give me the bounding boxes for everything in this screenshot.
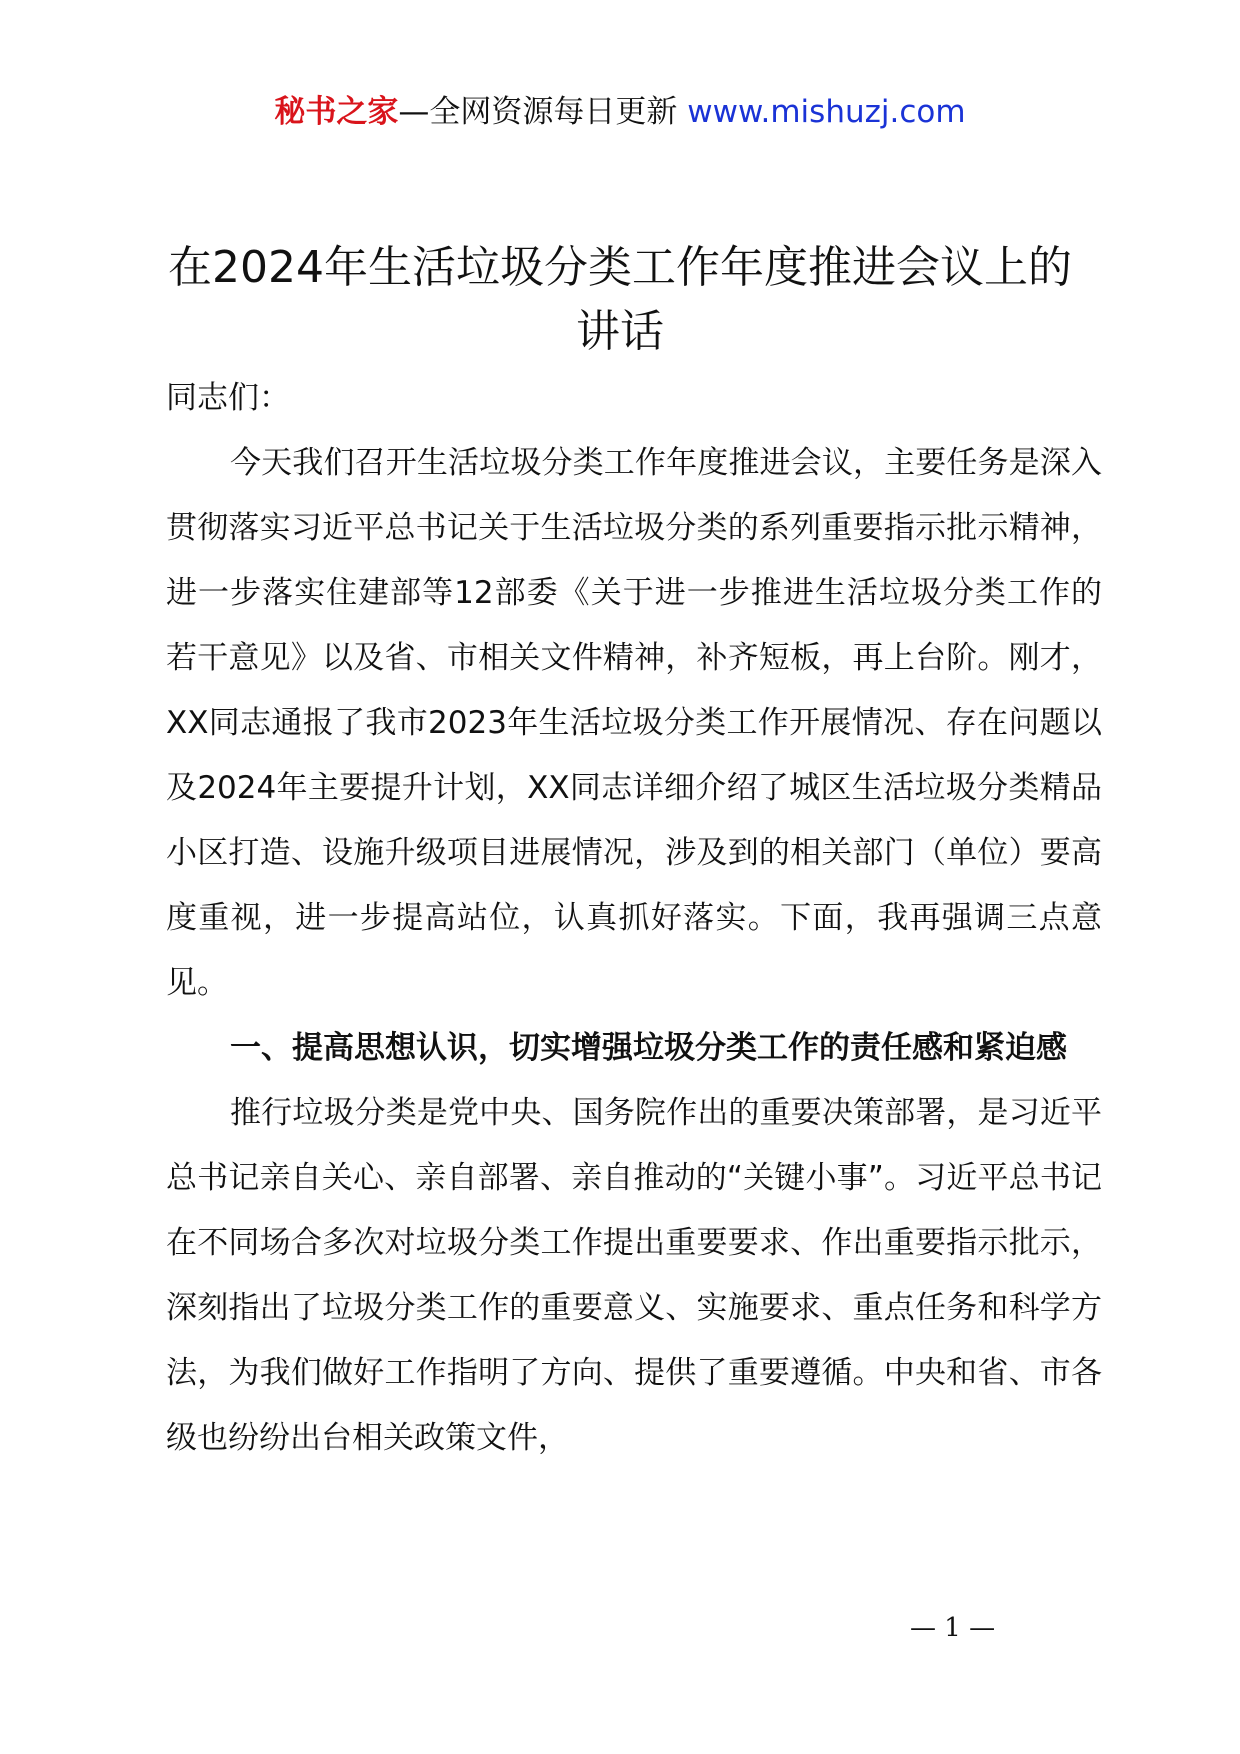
site-url-link[interactable]: www.mishuzj.com	[687, 94, 966, 130]
document-title: 在2024年生活垃圾分类工作年度推进会议上的讲话	[168, 242, 1072, 357]
page-number: — 1 —	[910, 1613, 996, 1643]
section-heading-1: 一、提高思想认识，切实增强垃圾分类工作的责任感和紧迫感	[230, 1030, 1067, 1066]
brand-name: 秘书之家	[274, 94, 399, 130]
intro-paragraph: 今天我们召开生活垃圾分类工作年度推进会议，主要任务是深入贯彻落实习近平总书记关于生活垃圾分类的系列重要指示批示精神，进一步落实住建部等12部委《关于进一步推进生活垃圾分类工作的若干意见》以及省、市相关文件精神，补齐短板，再上台阶。刚才，XX同志通报了我市2023年生活垃圾分类工作开展情况、存在问题以及2024年主要提升计划，XX同志详细介绍了城区生活垃圾分类精品小区打造、设施升级项目进展情况，涉及到的相关部门（单位）要高度重视，进一步提高站位，认真抓好落实。下面，我再强调三点意见。	[166, 445, 1102, 1001]
site-banner	[0, 92, 1240, 132]
section-1-paragraph: 推行垃圾分类是党中央、国务院作出的重要决策部署，是习近平总书记亲自关心、亲自部署、亲自推动的“关键小事”。习近平总书记在不同场合多次对垃圾分类工作提出重要要求、作出重要指示批示，深刻指出了垃圾分类工作的重要意义、实施要求、重点任务和科学方法，为我们做好工作指明了方向、提供了重要遵循。中央和省、市各级也纷纷出台相关政策文件，	[166, 1095, 1102, 1456]
document-body	[166, 366, 1102, 1471]
salutation: 同志们：	[166, 380, 290, 416]
banner-tagline: —全网资源每日更新	[398, 94, 688, 130]
